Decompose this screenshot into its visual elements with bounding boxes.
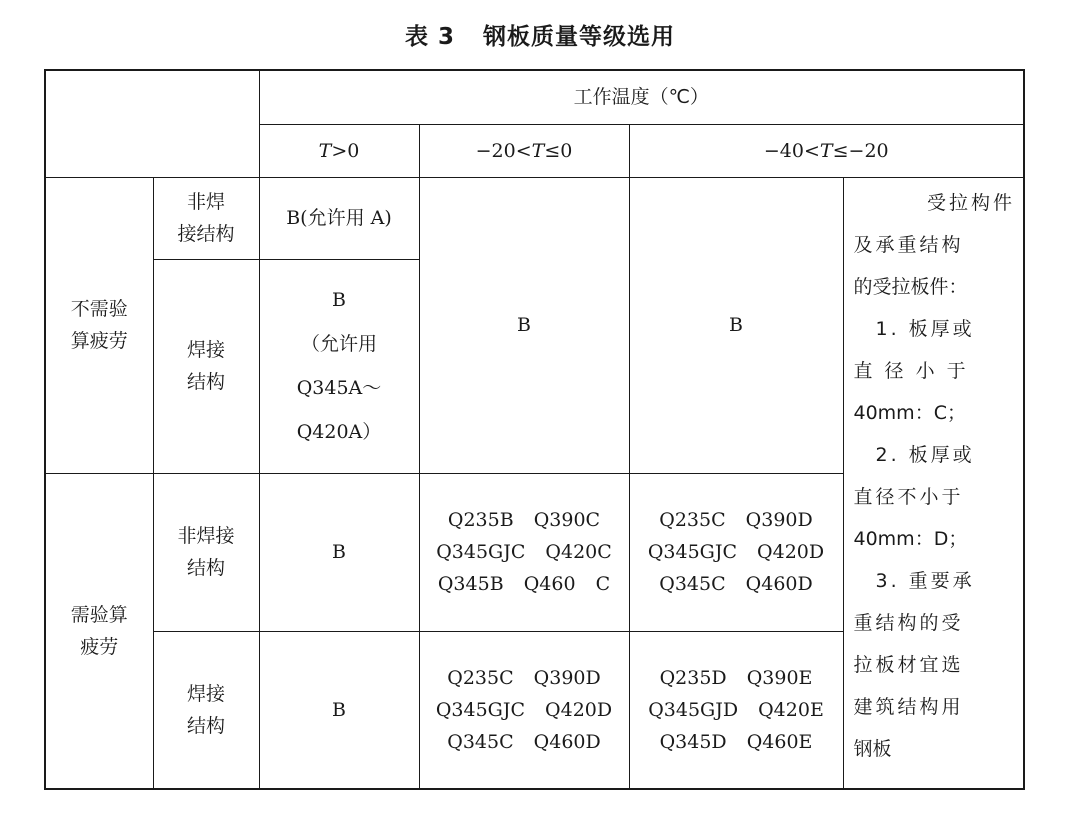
row-label-line: 结构 [186, 714, 225, 737]
row-label-line: 焊接 [186, 339, 225, 361]
row-label-line: 非焊 [186, 191, 225, 213]
steel-grade-table [44, 69, 1025, 790]
note-line: 直 径 小 于 [853, 359, 969, 382]
grade-line: Q345D Q460E [659, 730, 813, 753]
row-group-label-line: 算疲劳 [70, 330, 128, 352]
grade-line: Q235B Q390C [447, 509, 601, 531]
grade-line: Q345B Q460 C [437, 573, 611, 595]
cell-fatigue-non-welded-t-m20-0 [419, 473, 629, 631]
note-line: 钢板 [853, 737, 892, 760]
cell-fatigue-welded-t-m40-m20 [629, 631, 843, 789]
cell-no-fatigue-welded-t-gt-0 [259, 259, 419, 473]
grade-line: Q345GJD Q420E [648, 698, 824, 721]
row-label-non-welded [153, 473, 259, 631]
row-group-label-line: 不需验 [70, 298, 128, 320]
row-group-no-fatigue [45, 177, 153, 473]
row-group-label-line: 需验算 [70, 603, 128, 626]
row-label-line: 非焊接 [177, 525, 235, 547]
grade-line: Q235C Q390D [659, 509, 813, 531]
note-line: 的受拉板件： [853, 275, 968, 298]
row-label-line: 接结构 [177, 223, 235, 245]
note-line: 40mm：D； [853, 527, 968, 550]
grade-line: Q345C Q460D [659, 573, 813, 595]
cell-line: Q345A～ [296, 377, 382, 399]
table-caption: 钢板质量等级选用 [483, 24, 675, 50]
note-line: 受拉构件 [927, 191, 1016, 214]
note-line: 直径不小于 [853, 485, 964, 508]
cell-line: Q420A） [296, 421, 382, 443]
cell-fatigue-welded-t-m20-0 [419, 631, 629, 789]
cell-line: （允许用 [300, 333, 377, 355]
note-line: 1. 板厚或 [875, 317, 975, 340]
cell-fatigue-welded-t-gt-0: B [259, 631, 419, 789]
cell-no-fatigue-t-m20-0: B [419, 177, 629, 473]
row-label-line: 结构 [186, 557, 225, 579]
grade-line: Q235C Q390D [447, 666, 601, 689]
note-line: 3. 重要承 [875, 569, 975, 592]
note-line: 2. 板厚或 [875, 443, 975, 466]
cell-no-fatigue-non-welded-t-gt-0: B(允许用 A) [259, 177, 419, 259]
row-label-line: 焊接 [186, 682, 225, 705]
row-group-fatigue [45, 473, 153, 789]
cell-fatigue-non-welded-t-m40-m20 [629, 473, 843, 631]
note-line: 40mm：C； [853, 401, 966, 424]
table-title [0, 18, 1080, 51]
row-label-line: 结构 [186, 371, 225, 393]
row-label-non-welded [153, 177, 259, 259]
note-cell [843, 177, 1024, 789]
row-group-label-line: 疲劳 [80, 635, 119, 658]
grade-line: Q345GJC Q420D [435, 698, 613, 721]
header-col-t-gt-0: T>0 [259, 124, 419, 177]
header-col-t-m20-0: −20<T≤0 [419, 124, 629, 177]
note-line: 拉板材宜选 [853, 653, 964, 676]
header-col-t-m40-m20: −40<T≤−20 [629, 124, 1024, 177]
table-number: 表 3 [404, 24, 455, 50]
row-label-welded [153, 631, 259, 789]
note-line: 建筑结构用 [853, 695, 964, 718]
corner-cell [45, 70, 259, 177]
note-line: 重结构的受 [853, 611, 964, 634]
cell-no-fatigue-t-m40-m20: B [629, 177, 843, 473]
row-label-welded [153, 259, 259, 473]
grade-line: Q345C Q460D [447, 730, 601, 753]
cell-line: B [332, 289, 346, 311]
header-working-temperature: 工作温度（℃） [259, 70, 1024, 124]
note-line: 及承重结构 [853, 233, 964, 256]
grade-line: Q235D Q390E [659, 666, 813, 689]
grade-line: Q345GJC Q420D [647, 541, 825, 563]
cell-fatigue-non-welded-t-gt-0: B [259, 473, 419, 631]
grade-line: Q345GJC Q420C [436, 541, 612, 563]
